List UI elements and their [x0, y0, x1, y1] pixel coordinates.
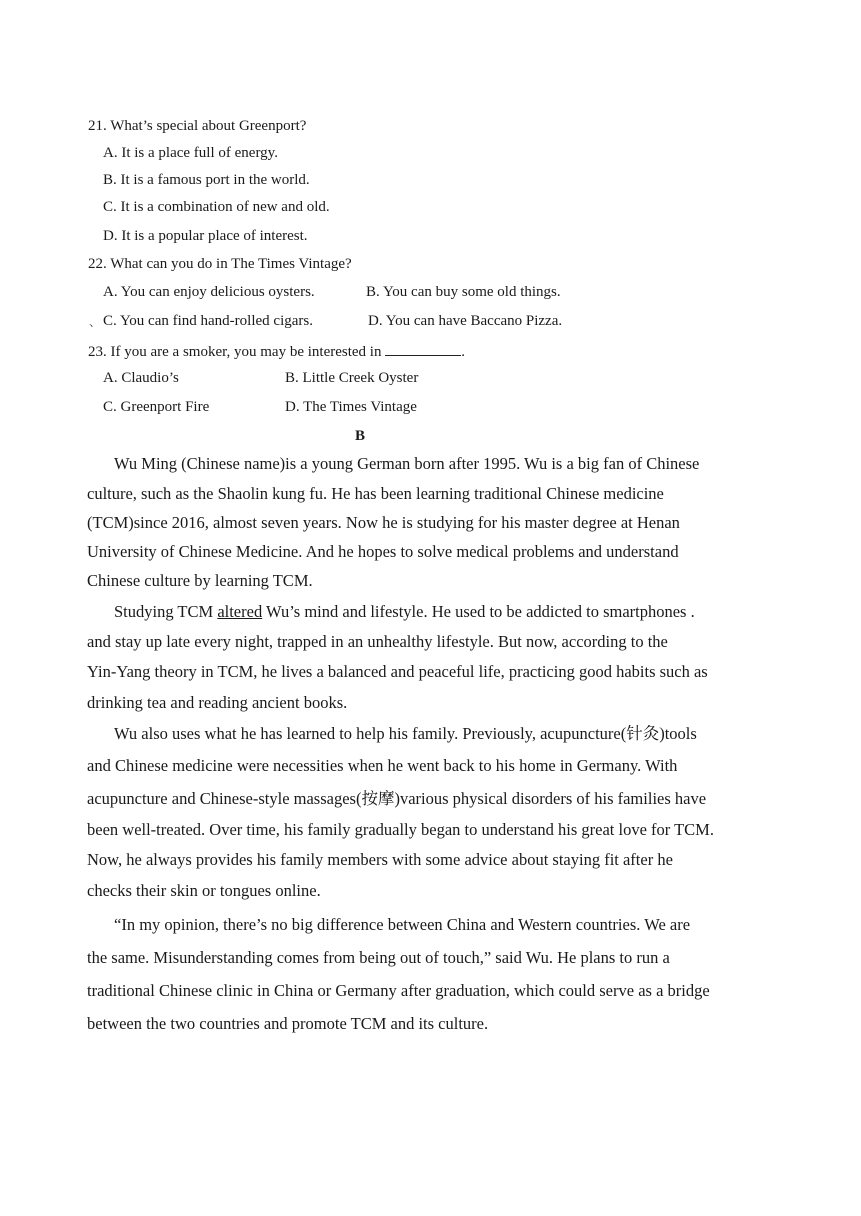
q22-option-a: A. You can enjoy delicious oysters.: [103, 284, 315, 300]
q22-option-c: C. You can find hand-rolled cigars.: [103, 313, 313, 329]
q21-option-b: B. It is a famous port in the world.: [103, 172, 310, 188]
question-text: If you are a smoker, you may be interested in: [110, 344, 382, 360]
passage-line: checks their skin or tongues online.: [87, 881, 321, 900]
question-21: [88, 117, 306, 135]
passage-line: (TCM)since 2016, almost seven years. Now he is studying for his master degree at Henan: [87, 513, 680, 532]
scan-mark: 、: [89, 315, 102, 329]
passage-line: University of Chinese Medicine. And he hopes to solve medical problems and understand: [87, 542, 679, 561]
section-label: B: [354, 428, 365, 444]
question-number: 22.: [88, 256, 107, 272]
passage-line: “In my opinion, there’s no big difference between China and Western countries. We are: [114, 915, 691, 934]
passage-line: Yin-Yang theory in TCM, he lives a balanced and peaceful life, practicing good habits such as: [87, 662, 708, 681]
underlined-word: altered: [217, 602, 263, 621]
question-23: 23. If you are a smoker, you may be interested in .: [88, 341, 465, 361]
passage-line: Wu Ming (Chinese name)is a young German born after 1995. Wu is a big fan of Chinese: [114, 454, 700, 473]
passage-line: acupuncture and Chinese-style massages(按摩)various physical disorders of his families have: [87, 789, 707, 808]
q23-option-b: B. Little Creek Oyster: [285, 370, 419, 386]
passage-line: and Chinese medicine were necessities when he went back to his home in Germany. With: [87, 756, 678, 775]
passage-line: Now, he always provides his family members with some advice about staying fit after he: [87, 850, 673, 869]
question-number: 21.: [88, 118, 107, 134]
question-text: What can you do in The Times Vintage?: [110, 256, 352, 272]
q23-option-a: A. Claudio’s: [103, 370, 179, 386]
q23-option-c: C. Greenport Fire: [103, 399, 210, 415]
passage-line: culture, such as the Shaolin kung fu. He has been learning traditional Chinese medicine: [87, 484, 664, 503]
q21-option-a: A. It is a place full of energy.: [103, 145, 278, 161]
q22-option-d: D. You can have Baccano Pizza.: [368, 313, 563, 329]
passage-line: Studying TCM altered Wu’s mind and lifestyle. He used to be addicted to smartphones .: [114, 602, 695, 621]
passage-line: been well-treated. Over time, his family gradually began to understand his great love for TCM.: [87, 820, 714, 839]
passage-line: drinking tea and reading ancient books.: [87, 693, 348, 712]
q21-option-d: D. It is a popular place of interest.: [103, 228, 308, 244]
passage-line: Chinese culture by learning TCM.: [87, 571, 313, 590]
question-text: What’s special about Greenport?: [110, 118, 307, 134]
question-number: 23.: [88, 344, 107, 360]
passage-line: between the two countries and promote TCM and its culture.: [87, 1014, 489, 1033]
answer-blank: [385, 341, 461, 356]
q23-option-d: D. The Times Vintage: [285, 399, 417, 415]
passage-line: traditional Chinese clinic in China or Germany after graduation, which could serve as a bridge: [87, 981, 710, 1000]
passage-line: and stay up late every night, trapped in an unhealthy lifestyle. But now, according to the: [87, 632, 668, 651]
q21-option-c: C. It is a combination of new and old.: [103, 199, 330, 215]
question-22: [88, 255, 352, 273]
q22-option-b: B. You can buy some old things.: [366, 284, 561, 300]
passage-line: Wu also uses what he has learned to help his family. Previously, acupuncture(针灸)tools: [114, 724, 697, 743]
passage-line: the same. Misunderstanding comes from being out of touch,” said Wu. He plans to run a: [87, 948, 670, 967]
